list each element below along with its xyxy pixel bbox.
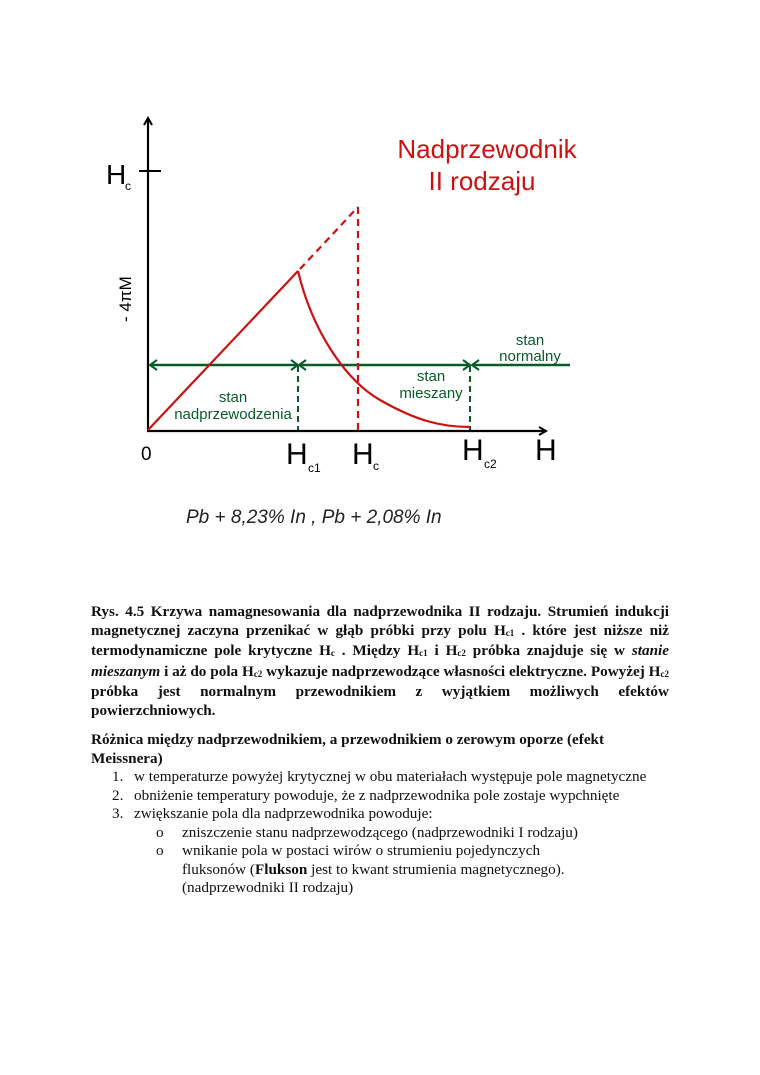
section-heading: Różnica między nadprzewodnikiem, a przewodnikiem o zerowym oporze (efekt Meissnera) [91,731,605,767]
list-item-text: zwiększanie pola dla nadprzewodnika powoduje: [134,805,433,822]
list-number: 2. [112,786,124,804]
label-superconducting-1: stan [218,389,248,406]
x-origin-label: 0 [141,444,152,465]
extrapolated-dashed-line [300,207,358,269]
caption-text: . Między H [334,642,420,660]
list-number: 1. [112,768,124,785]
bullet-item [91,842,582,898]
x-tick-hc: H [352,438,374,471]
caption-text: i H [427,642,458,660]
label-normal-1: stan [515,332,545,349]
list-item-text: w temperaturze powyżej krytycznej w obu materiałach występuje pole magnetyczne [134,768,647,785]
x-tick-hc-sub: c [373,459,379,473]
bullet-marker: o [156,842,164,859]
caption-sub: c1 [419,648,428,659]
caption-sub: c2 [660,668,669,679]
figure-title-line2: II rodzaju [428,166,536,196]
list-item-text: obniżenie temperatury powoduje, że z nadprzewodnika pole zostaje wypchnięte [134,786,620,804]
label-superconducting-2: nadprzewodzenia [174,406,292,423]
bullet-item-text: jest to kwant strumienia magnetycznego). (nadprzewodniki II rodzaju) [182,860,565,896]
caption-text: Rys. 4.5 Krzywa namagnesowania dla nadprzewodnika II rodzaju. Strumień indukcji magnetycznej zaczyna przenikać w głąb próbki przy polu H [91,603,669,639]
bullet-item-text: zniszczenie stanu nadprzewodzącego (nadprzewodniki I rodzaju) [182,823,578,841]
caption-text: . które jest niższe niż termodynamiczne pole krytyczne H [91,621,670,660]
figure-title-line1: Nadprzewodnik [397,134,577,164]
y-axis-label: - 4πM [116,276,135,322]
x-tick-hc2-sub: c2 [484,457,497,471]
figure-caption [91,603,669,721]
caption-text: próbka jest normalnym przewodnikiem z wyjątkiem możliwych efektów powierzchniowych. [91,683,669,719]
x-axis-label: H [535,434,557,467]
list-number: 3. [112,805,124,822]
caption-italic: stanie mieszanym [91,642,669,680]
list-item [91,768,691,787]
bullet-item [91,824,582,843]
flukson-term: Flukson [254,860,308,878]
mixed-state-curve [298,271,470,427]
alloy-formula: Pb + 8,23% In , Pb + 2,08% In [186,507,442,528]
caption-sub: c [330,648,335,659]
caption-text: i aż do pola H [160,662,254,680]
caption-text: próbka znajduje się w [465,642,632,660]
caption-text: wykazuje nadprzewodzące własności elektryczne. Powyżej H [262,662,661,680]
caption-sub: c2 [457,648,466,659]
x-tick-hc2: H [462,434,484,467]
caption-sub: c1 [505,627,515,638]
x-tick-hc1: H [286,438,308,471]
list-item [91,787,691,806]
caption-sub: c2 [253,668,263,679]
label-mixed-1: stan [416,368,446,385]
numbered-list [91,768,691,824]
bullet-marker: o [156,823,164,841]
y-tick-sub: c [125,179,131,193]
x-tick-hc1-sub: c1 [308,461,321,475]
bullet-list [91,824,691,898]
bullet-item-text: wnikanie pola w postaci wirów o strumieniu pojedynczych fluksonów ( [182,842,541,878]
label-normal-2: normalny [499,348,561,365]
list-item [91,805,691,824]
meissner-section [91,731,691,898]
label-mixed-2: mieszany [399,385,463,402]
y-tick-label: H [106,159,127,190]
